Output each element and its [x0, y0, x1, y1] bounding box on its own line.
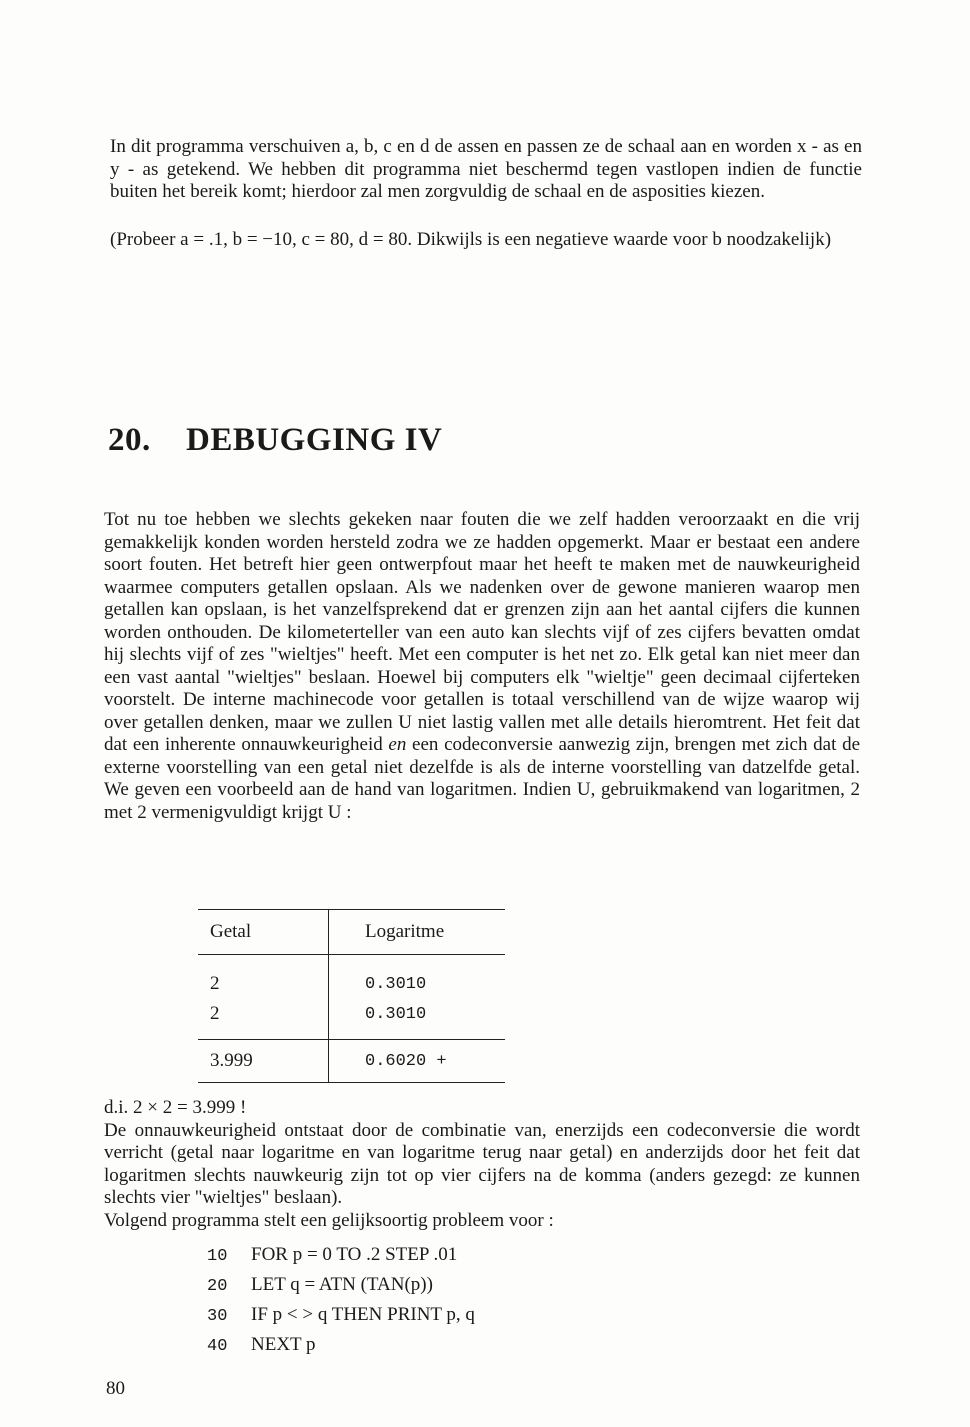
col-header-getal: Getal: [198, 910, 329, 955]
logarithm-table: [198, 909, 505, 1083]
program-line: [207, 1240, 475, 1270]
cell-total-logaritme: 0.6020 +: [365, 1051, 447, 1071]
line-number: 40: [207, 1337, 228, 1356]
body-paragraph: [104, 509, 860, 824]
body-emphasis: en: [388, 734, 407, 755]
section-title: DEBUGGING IV: [186, 422, 443, 458]
cell-getal: 2: [198, 955, 329, 1000]
line-code: IF p < > q THEN PRINT p, q: [251, 1304, 475, 1325]
cell-logaritme: 0.3010: [365, 1004, 427, 1024]
page-number: 80: [106, 1378, 125, 1399]
intro-paragraph: In dit programma verschuiven a, b, c en d de assen en passen ze de schaal aan en worden x - as en y - as getekend. We hebben dit programma niet beschermd tegen vastlopen indien de functie buiten het bereik komt; hierdoor zal men zorgvuldig de schaal en de asposities kiezen.: [110, 136, 862, 202]
table-row: [198, 999, 505, 1040]
result-line: d.i. 2 × 2 = 3.999 !: [104, 1097, 247, 1118]
program-line: [207, 1300, 475, 1330]
table-header-row: [198, 910, 505, 955]
cell-getal: 2: [198, 999, 329, 1040]
col-header-logaritme: Logaritme: [365, 921, 445, 942]
program-lead-in: Volgend programma stelt een gelijksoortig probleem voor :: [104, 1209, 554, 1231]
cell-logaritme: 0.3010: [365, 974, 427, 994]
explanation-paragraph: De onnauwkeurigheid ontstaat door de combinatie van, enerzijds een codeconversie die wordt verricht (getal naar logaritme en van logaritme terug naar getal) en anderzijds door het feit dat logaritmen slechts nauwkeurig zijn tot op vier cijfers na de komma (anders gezegd: ze kunnen slechts vier "wieltjes" beslaan).: [104, 1119, 860, 1208]
program-line: [207, 1270, 475, 1300]
body-text-part1: Tot nu toe hebben we slechts gekeken naar fouten die we zelf hadden veroorzaakt en die vrij gemakkelijk konden worden hersteld zodra we ze hadden opgemerkt. Maar er bestaat een andere soort fouten. Het betreft hier geen ontwerpfout maar het heeft te maken met de nauwkeurigheid waarmee computers getallen opslaan. Als we nadenken over de gewone manieren waarop men getallen kan opslaan, is het vanzelfsprekend dat er grenzen zijn aan het aantal cijfers die kunnen worden onthouden. De kilometerteller van een auto kan slechts vijf of zes cijfers bevatten omdat hij slechts vijf of zes "wieltjes" heeft. Met een computer is het net zo. Elk getal kan niet meer dan een vast aantal "wieltjes" beslaan. Hoewel bij computers elk "wieltje" geen decimaal cijferteken voorstelt. De interne machinecode voor getallen is totaal verschillend van de wijze waarop wij over getallen denken, maar we zullen U niet lastig vallen met alle details hieromtrent. Het feit dat dat een inherente onnauwkeurigheid: [104, 509, 860, 755]
section-number: 20.: [108, 422, 151, 458]
section-heading: [108, 422, 442, 459]
basic-program-listing: [207, 1240, 475, 1360]
line-code: NEXT p: [251, 1334, 316, 1355]
line-code: LET q = ATN (TAN(p)): [251, 1274, 433, 1295]
body-text-part2: een codeconversie aanwezig zijn, brengen met zich dat de externe voorstelling van een getal niet dezelfde is als de interne voorstelling van datzelfde getal. We geven een voorbeeld aan de hand van logaritmen. Indien U, gebruikmakend van logaritmen, 2 met 2 vermenigvuldigt krijgt U :: [104, 734, 861, 823]
line-code: FOR p = 0 TO .2 STEP .01: [251, 1244, 458, 1265]
table-row: [198, 955, 505, 1000]
table-total-row: [198, 1040, 505, 1083]
program-line: [207, 1330, 475, 1360]
line-number: 30: [207, 1307, 228, 1326]
line-number: 20: [207, 1277, 228, 1296]
line-number: 10: [207, 1247, 228, 1266]
cell-total-getal: 3.999: [198, 1040, 329, 1083]
intro-example: (Probeer a = .1, b = −10, c = 80, d = 80. Dikwijls is een negatieve waarde voor b noodzakelijk): [110, 229, 832, 250]
after-table-block: [104, 1097, 860, 1232]
